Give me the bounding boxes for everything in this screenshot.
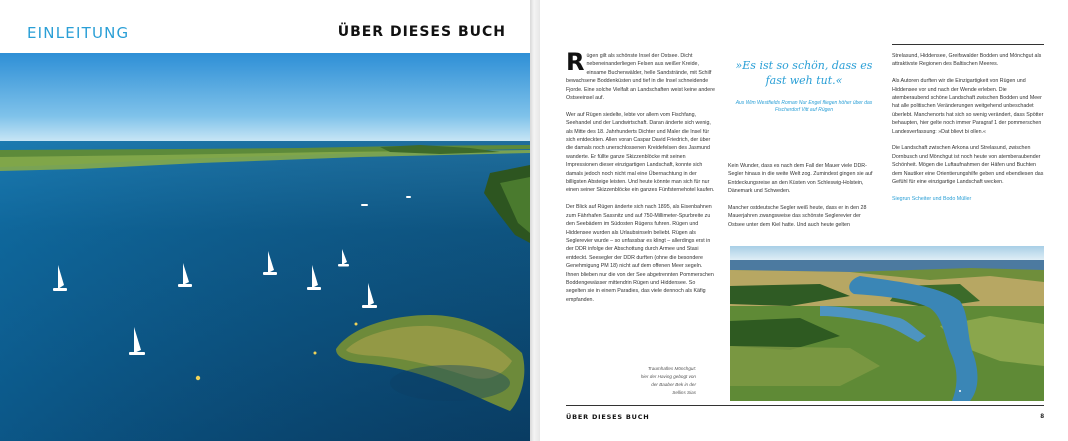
drop-cap: R: [566, 48, 585, 76]
book-gutter: [530, 0, 540, 441]
section-label: EINLEITUNG: [27, 24, 130, 42]
text-column-3: [892, 52, 1044, 212]
footer-running-title: ÜBER DIESES BUCH: [566, 413, 650, 421]
quote-source: Aus Wim Westfields Roman Nur Engel fliegen höher über das Fischerdorf Vitt auf Rügen: [735, 100, 873, 114]
aerial-photo-landscape: [730, 246, 1044, 401]
text-column-1: [566, 48, 716, 313]
footer-rule: [566, 405, 1044, 406]
photo-caption: Traumhaftes Mönchgut: hier der Having gebogt von der Baaber Bek in der Sellins Sias: [640, 366, 696, 395]
left-page: [0, 0, 530, 441]
paragraph: Mancher ostdeutsche Segler weiß heute, dass er in den 28 Mauerjahren zwangsweise das schönste Seglerevier der Ostsee unter dem Kiel hatte. Und auch heute gelten: [728, 205, 867, 228]
paragraph: Als Autoren durften wir die Einzigartigkeit von Rügen und Hiddensee vor und nach der Wende erleben. Die atemberaubend schöne Landschaft zwischen Bodden und Meer hat alle politischen Veränderungen weitgehend unbeschadet überlebt. Manchenorts hat sich so wenig verändert, dass Spötter behaupten, hier gelte noch immer Paragraf 1 der pommerschen Landesverfassung: »Dat blievt bi ollen.«: [892, 78, 1044, 135]
chapter-title: ÜBER DIESES BUCH: [337, 24, 506, 40]
text-column-2: [728, 162, 878, 238]
top-rule: [892, 44, 1044, 45]
paragraph: Strelasund, Hiddensee, Greifswalder Bodden und Mönchgut als attraktivste Regionen des Baltischen Meeres.: [892, 53, 1042, 68]
paragraph: Kein Wunder, dass es nach dem Fall der Mauer viele DDR-Segler hinaus in die weite Welt zog. Zumindest gingen sie auf Entdeckungsreise an den Küsten von Schleswig-Holstein, Dänemark und Schweden.: [728, 163, 873, 195]
right-page: [540, 0, 1068, 441]
intro-paragraph: [566, 48, 716, 102]
paragraph: Der Blick auf Rügen änderte sich nach 1895, als Eisenbahnen zum Fährhafen Sassnitz und auf 750-Millimeter-Spurbreite zu den Seebädern im Südosten Rügens fuhren. Rügen und Hiddensee wurden als Urlaubsinseln beliebt. Rügen als Seglerevier wurde – so unfassbar es klingt – allerdings erst in der DDR infolge der Abschottung durch Armee und Stasi entdeckt. Seesegler der DDR durften (ohne die besondere Genehmigung PM 18) nicht auf dem offenen Meer segeln. Ihnen blieben nur die von der See abgetrennten Pommerschen Boddengewässer mittendrin Rügen und Hiddensee. So segelten sie in einem Paradies, das viele dennoch als Käfig empfanden.: [566, 204, 714, 303]
paragraph-text: ügen gilt als schönste Insel der Ostsee. Dicht nebeneinanderliegen Felsen aus weißer Kreide, einsame Buchenwälder, helle Sandstrände, mit Schilf bewachsene Boddenküsten und tief in die Insel schneidende Fjorde. Eine solche Vielfalt an Landschaften weist keine andere Ostseeinsel auf.: [566, 53, 715, 102]
pull-quote: »Es ist so schön, dass es fast weh tut.«: [735, 59, 873, 87]
author-signature: Siegrun Scheiter und Bodo Müller: [892, 195, 972, 202]
aerial-photo-bay-sailboats: [0, 53, 530, 441]
page-number: 8: [1040, 413, 1044, 420]
paragraph: Die Landschaft zwischen Arkona und Strelasund, zwischen Dornbusch und Mönchgut ist noch heute von atemberaubender Schönheit. Mögen die Luftaufnahmen der Häfen und Buchten dem Nautiker eine Orientierungshilfe geben und ebendiesen das Gefühl für eine einzigartige Landschaft wecken.: [892, 145, 1044, 186]
paragraph: Wer auf Rügen siedelte, lebte vor allem vom Fischfang, Seehandel und der Landwirtschaft. Daran änderte sich wenig, als Mitte des 18. Jahrhunderts Dichter und Maler die Insel für sich entdeckten. Allen voran Caspar David Friedrich, der über die damals noch unerschlossenen Kreidefelsen des Jasmund wanderte. Er füllte ganze Skizzenblöcke mit seinen Impressionen dieser einzigartigen Landschaft, konnte sich damals jedoch noch nicht mal eine Übernachtung in der billigsten Absteige leisten. Und heute könnte man sich für nur einen seiner Skizzenblöcke ein ganzes Fünfsternehotel kaufen.: [566, 111, 715, 194]
